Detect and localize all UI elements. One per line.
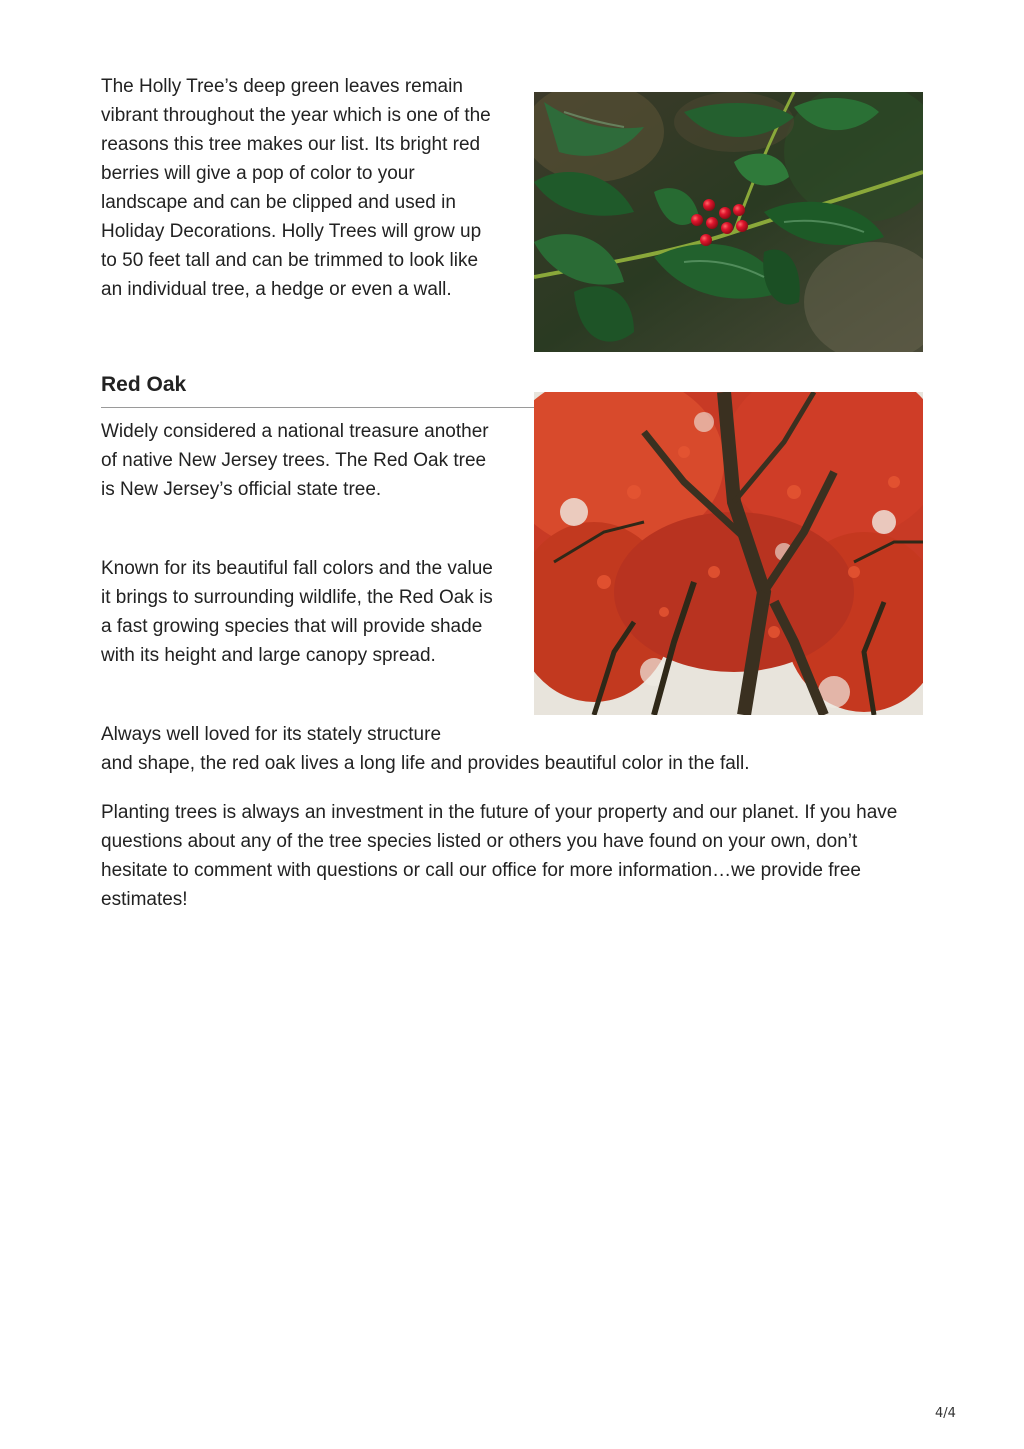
page-number: 4/4 xyxy=(935,1406,956,1421)
holly-illustration xyxy=(534,92,923,352)
holly-paragraph: The Holly Tree’s deep green leaves remain vibrant throughout the year which is one of the reasons this tree makes our list. Its bright red berries will give a pop of color to your landscape and can be clipped and used in Holiday Decorations. Holly Trees will grow up to 50 feet tall and can be trimmed to look like an individual tree, a hedge or even a wall. xyxy=(101,76,491,300)
red-oak-illustration xyxy=(534,392,923,715)
red-oak-paragraph-2: Known for its beautiful fall colors and the value it brings to surrounding wildlife, the Red Oak is a fast growing species that will provide shade with its height and large canopy spread. xyxy=(101,558,493,666)
red-oak-paragraph-3-line-1: Always well loved for its stately structure xyxy=(101,724,442,745)
section-divider xyxy=(101,407,534,408)
closing-paragraph: Planting trees is always an investment in the future of your property and our planet. If you have questions about any of the tree species listed or others you have found on your own, don’t hesitate to comment with questions or call our office for more information…we provide free estimates! xyxy=(101,802,898,910)
red-oak-paragraph-1: Widely considered a national treasure another of native New Jersey trees. The Red Oak tree is New Jersey’s official state tree. xyxy=(101,421,489,500)
red-oak-paragraph-3-line-2: and shape, the red oak lives a long life and provides beautiful color in the fall. xyxy=(101,753,750,774)
red-oak-heading: Red Oak xyxy=(101,373,187,396)
holly-photo xyxy=(534,92,923,352)
red-oak-photo xyxy=(534,392,923,715)
